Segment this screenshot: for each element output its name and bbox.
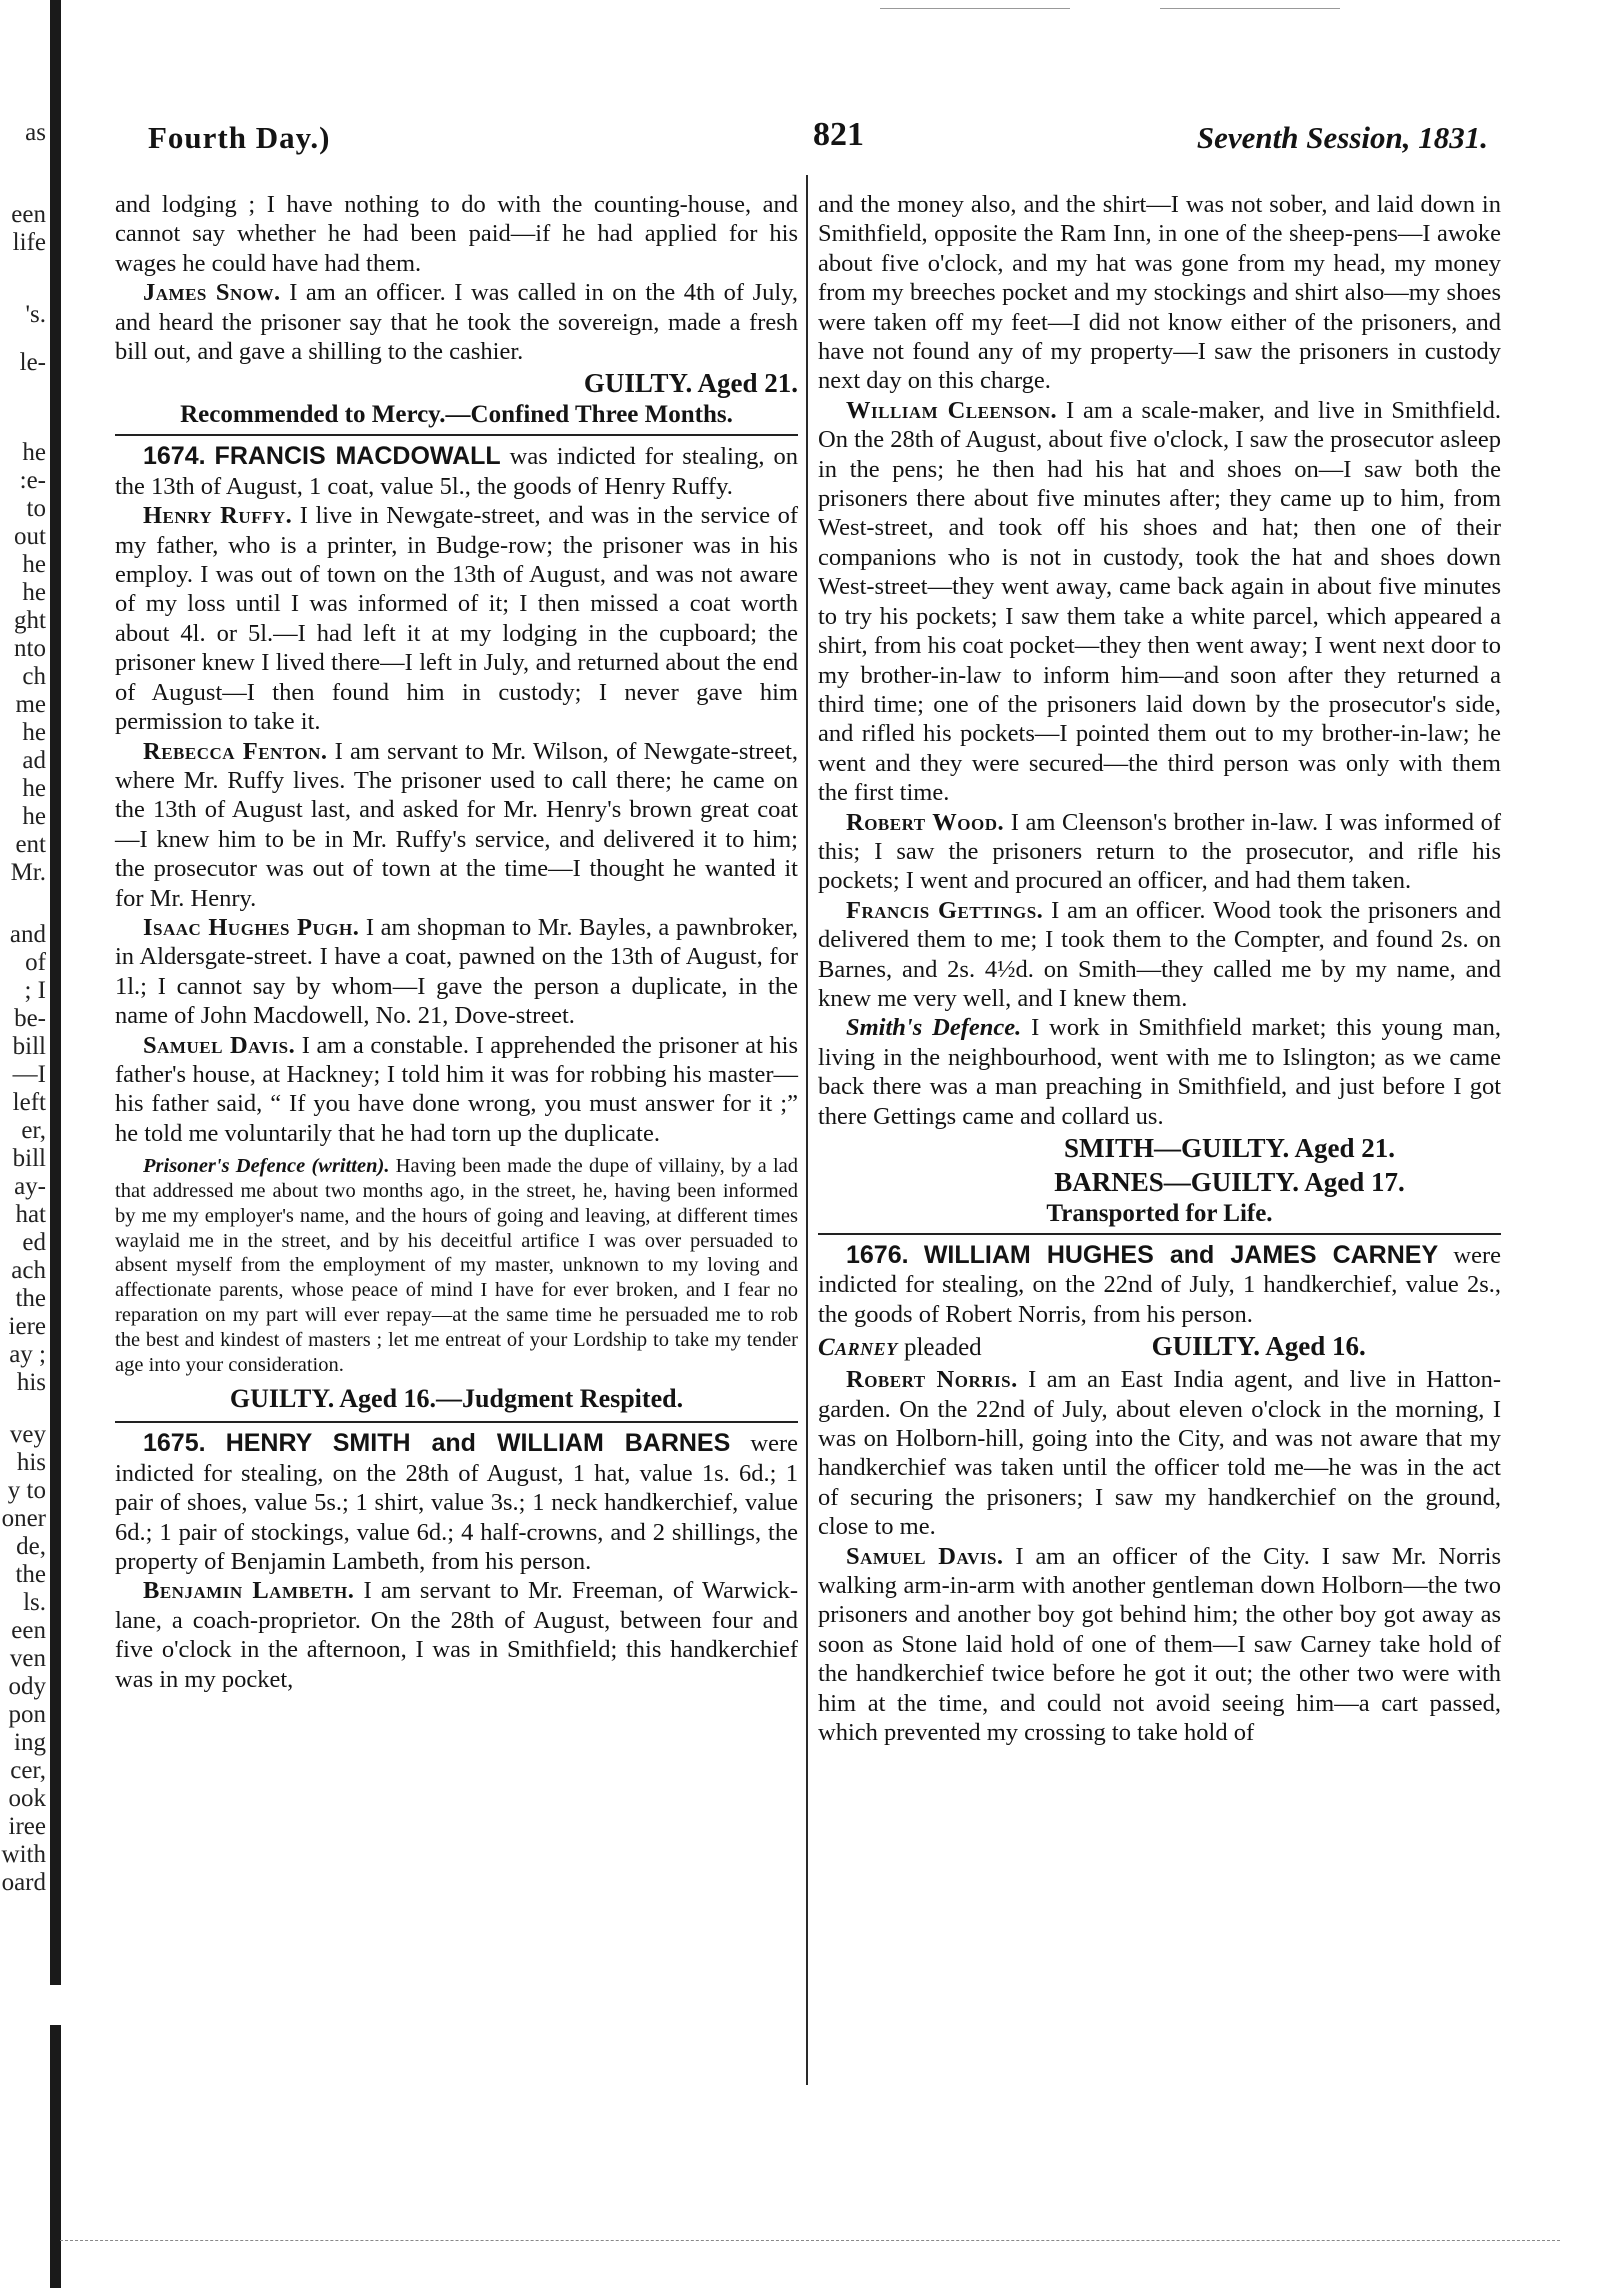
defendant-plea-name: Carney — [818, 1334, 898, 1362]
witness-name: Rebecca Fenton. — [143, 737, 328, 765]
testimony — [115, 278, 798, 366]
margin-fragment: left — [12, 1089, 46, 1116]
defendant-name: WILLIAM HUGHES and JAMES CARNEY — [923, 1241, 1439, 1269]
binding-spine-gap — [50, 1985, 61, 2025]
margin-fragment: ook — [8, 1785, 46, 1812]
margin-fragment: iree — [8, 1813, 46, 1840]
page-bottom-edge — [60, 2240, 1560, 2241]
testimony — [818, 1542, 1501, 1748]
margin-fragment: of — [25, 949, 46, 976]
column-divider — [806, 175, 808, 2085]
margin-fragment: he — [22, 775, 46, 802]
margin-fragment: de, — [16, 1533, 46, 1560]
testimony-text: I am an officer of the City. I saw Mr. Norris walking arm-in-arm with another gentleman down Holborn—the two prisoners and another boy got behind him; the other boy got away as soon as Stone laid hold of one of them—I saw Carney take hold of the handkerchief twice before he got it out; the other two were with him at the time, and could not avoid seeing him—a cart passed, which prevented my crossing to take hold of — [818, 1542, 1501, 1747]
witness-name: Samuel Davis. — [846, 1542, 1004, 1570]
testimony-text: I am servant to Mr. Wilson, of Newgate-street, where Mr. Ruffy lives. The prisoner used to call there; he came on the 13th of August last, and asked for Mr. Henry's brown great coat—I knew him to be in Mr. Ruffy's service, and delivered it to him; the prosecutor was out of town at the time—I thought he wanted it for Mr. Henry. — [115, 737, 798, 912]
testimony — [818, 808, 1501, 896]
verdict: GUILTY. Aged 16. — [1151, 1331, 1366, 1362]
margin-fragment: to — [26, 495, 46, 522]
testimony-text: I am a constable. I apprehended the prisoner at his father's house, at Hackney; I told him it was for robbing his master—his father said, “ If you have done wrong, you must answer for it ;” he told me voluntarily that he had torn up the duplicate. — [115, 1031, 798, 1147]
case-number: 1674. — [143, 442, 206, 471]
testimony — [115, 913, 798, 1031]
margin-fragment: iere — [8, 1313, 46, 1340]
witness-name: Henry Ruffy. — [143, 502, 293, 530]
margin-fragment: ay ; — [9, 1341, 46, 1368]
verdict: SMITH—GUILTY. Aged 21. — [1063, 1133, 1396, 1163]
testimony-text: I am an officer. Wood took the prisoners and delivered them to me; I took them to the Compter, and found 2s. on Barnes, and 2s. 4½d. on Smith—they called me by my name, and knew me very well, and I knew them. — [818, 896, 1501, 1012]
margin-fragment: ad — [22, 747, 46, 774]
paragraph: and lodging ; I have nothing to do with the counting-house, and cannot say whether he had been paid—if he had applied for his wages he could have had them. — [115, 191, 798, 277]
verdict: GUILTY. Aged 16.—Judgment Respited. — [229, 1384, 684, 1414]
indictment-text: were indicted for stealing, on the 28th of August, 1 hat, value 1s. 6d.; 1 pair of shoes, value 5s.; 1 shirt, value 3s.; 1 neck handkerchief, value 6d.; 1 pair of stockings, value 6d.; 4 half-crowns, and 2 shillings, the property of Benjamin Lambeth, from his person. — [115, 1430, 799, 1575]
indictment-text: was indicted for stealing, on the 13th of August, 1 coat, value 5l., the goods of Henry Ruffy. — [115, 443, 798, 500]
case-number: 1675. — [143, 1429, 206, 1458]
prisoner-defence — [818, 1013, 1501, 1131]
case-heading — [818, 1241, 1501, 1329]
margin-fragment: me — [15, 691, 46, 718]
margin-fragment: he — [22, 551, 46, 578]
margin-fragment: bill — [12, 1145, 46, 1172]
margin-fragment: 's. — [25, 301, 46, 328]
defendant-name: FRANCIS MACDOWALL — [214, 442, 501, 471]
margin-fragment: ay- — [14, 1173, 46, 1200]
margin-fragment: le- — [19, 349, 46, 376]
top-rule-a — [880, 8, 1070, 9]
margin-fragment: ed — [22, 1229, 46, 1256]
witness-name: Robert Norris. — [846, 1366, 1018, 1394]
witness-name: Isaac Hughes Pugh. — [143, 913, 360, 941]
testimony — [115, 1576, 798, 1694]
margin-fragment: Mr. — [10, 859, 46, 886]
testimony — [818, 396, 1501, 808]
defence-written: (written). — [311, 1155, 390, 1178]
defendant-name: HENRY SMITH and WILLIAM BARNES — [225, 1429, 731, 1458]
testimony-text: I am a scale-maker, and live in Smithfield. On the 28th of August, about five o'clock, I saw the prosecutor asleep in the pens; he then had his hat and shoes on—I saw both the prisoners there about five minutes after; they came up to him, from West-street, and took off his shoes and hat; then one of their companions who is not in custody, took the hat and shoes down West-street—they went away, came back again in about five minutes to try his pockets; I saw them take a white parcel, which appeared a shirt, from his coat pocket—they then went away; I went next door to my brother-in-law to inform him—and soon after they returned a third time; one of the prisoners laid down by the prosecutor's side, and rifled his pockets—I pointed them out to my brother-in-law; he went and they were secured—the third person was only with them the first time. — [818, 396, 1501, 807]
margin-fragment: ing — [14, 1729, 46, 1756]
verdict: BARNES—GUILTY. Aged 17. — [1054, 1167, 1405, 1197]
margin-fragment: out — [14, 523, 46, 550]
case-heading — [115, 442, 798, 501]
binding-spine — [50, 0, 61, 2288]
margin-fragment: oard — [1, 1869, 46, 1896]
testimony — [115, 501, 798, 736]
margin-fragment: nto — [14, 635, 46, 662]
margin-fragment: ght — [14, 607, 46, 634]
page-number: 821 — [813, 116, 864, 153]
witness-name: Robert Wood. — [846, 808, 1005, 836]
running-head-left: Fourth Day.) — [148, 120, 331, 155]
sentence: Transported for Life. — [1046, 1200, 1273, 1227]
witness-name: James Snow. — [143, 279, 281, 307]
margin-fragment: —I — [12, 1061, 46, 1088]
margin-fragment: cer, — [10, 1757, 46, 1784]
defence-text: I work in Smithfield market; this young man, living in the neighbourhood, went with me to Islington; as we came back there was a man preaching in Smithfield, and just before I got there Gettings came and collard us. — [818, 1014, 1501, 1130]
testimony — [818, 1365, 1501, 1541]
testimony-text: I am servant to Mr. Freeman, of Warwick-lane, a coach-proprietor. On the 28th of August, between four and five o'clock in the afternoon, I was in Smithfield; this handkerchief was in my pocket, — [115, 1577, 798, 1693]
margin-fragment: be- — [14, 1005, 46, 1032]
margin-fragment: his — [16, 1369, 46, 1396]
witness-name: Francis Gettings. — [846, 896, 1044, 924]
paragraph: and the money also, and the shirt—I was not sober, and laid down in Smithfield, opposite the Ram Inn, in one of the sheep-pens—I awoke about five o'clock, and my hat was gone from my head, my money from my breeches pocket and my stockings and shirt also—my shoes were taken off my feet—I did not know either of the prisoners, and have not found any of my property—I saw the prisoners in custody next day on this charge. — [818, 191, 1501, 395]
left-margin-fragments — [0, 0, 50, 2288]
plea-text: pleaded — [897, 1334, 982, 1362]
margin-fragment: pon — [8, 1701, 46, 1728]
section-rule — [115, 434, 798, 436]
defence-label: Prisoner's Defence — [143, 1155, 306, 1178]
margin-fragment: ach — [11, 1257, 46, 1284]
margin-fragment: the — [15, 1561, 46, 1588]
margin-fragment: ent — [15, 831, 46, 858]
margin-fragment: ls. — [23, 1589, 46, 1616]
prisoner-defence — [115, 1154, 798, 1377]
defence-label: Smith's Defence. — [846, 1014, 1022, 1042]
margin-fragment: as — [25, 119, 46, 146]
witness-name: William Cleenson. — [846, 396, 1058, 424]
margin-fragment: ; I — [24, 977, 46, 1004]
margin-fragment: hat — [15, 1201, 46, 1228]
witness-name: Benjamin Lambeth. — [143, 1577, 355, 1605]
margin-fragment: ch — [22, 663, 46, 690]
margin-fragment: the — [15, 1285, 46, 1312]
margin-fragment: er, — [21, 1117, 46, 1144]
margin-fragment: y to — [7, 1477, 46, 1504]
margin-fragment: life — [12, 229, 46, 256]
margin-fragment: with — [1, 1841, 46, 1868]
section-rule — [115, 1421, 798, 1423]
testimony-text: I am an East India agent, and live in Hatton-garden. On the 22nd of July, about eleven o'clock in the morning, I was on Holborn-hill, going into the City, and was not aware that my handkerchief was taken until the officer told me—he was in the act of securing the prisoners; I saw my handkerchief on the ground, close to me. — [818, 1366, 1501, 1541]
margin-fragment: een — [11, 201, 46, 228]
right-column — [818, 190, 1501, 1748]
section-rule — [818, 1233, 1501, 1235]
testimony-text: I live in Newgate-street, and was in the service of my father, who is a printer, in Budge-row; the prisoner was in his employ. I was out of town on the 13th of August, and was not aware of my loss until I was informed of it; I then missed a coat worth about 4l. or 5l.—I had left it at my lodging in the cupboard; the prisoner knew I lived there—I left in July, and returned about the end of August—I then found him in custody; I never gave him permission to take it. — [115, 502, 798, 736]
case-heading — [115, 1429, 798, 1576]
margin-fragment: he — [22, 579, 46, 606]
margin-fragment: :e- — [19, 467, 46, 494]
verdict: GUILTY. Aged 21. — [583, 368, 798, 399]
case-number: 1676. — [846, 1241, 909, 1269]
margin-fragment: bill — [12, 1033, 46, 1060]
margin-fragment: ody — [8, 1673, 46, 1700]
sentence: Recommended to Mercy.—Confined Three Months. — [180, 401, 733, 429]
testimony — [115, 1031, 798, 1149]
witness-name: Samuel Davis. — [143, 1031, 296, 1059]
margin-fragment: his — [16, 1449, 46, 1476]
margin-fragment: he — [22, 719, 46, 746]
page-header — [148, 116, 1488, 162]
testimony-text: I am an officer. I was called in on the 4th of July, and heard the prisoner say that he took the sovereign, made a fresh bill out, and gave a shilling to the cashier. — [115, 279, 798, 366]
margin-fragment: ven — [9, 1645, 46, 1672]
margin-fragment: een — [11, 1617, 46, 1644]
testimony — [818, 896, 1501, 1014]
margin-fragment: he — [22, 803, 46, 830]
indictment-text: were indicted for stealing, on the 22nd of July, 1 handkerchief, value 2s., the goods of Robert Norris, from his person. — [818, 1242, 1502, 1328]
testimony — [115, 737, 798, 913]
left-column — [115, 190, 798, 1694]
defence-text: Having been made the dupe of villainy, by a lad that addressed me about two months ago, in the street, he, having been informed by me my employer's name, and the hours of going and leaving, at different times waylaid me in the street, and by his deceitful artifice I was over persuaded to absent myself from the employment of my master, unknown to my loving and affectionate parents, whose peace of mind I have for ever broken, and I fear no reparation on my part will ever repay—at the same time he persuaded me to rob the best and kindest of masters ; let me entreat of your Lordship to take my tender age into your consideration. — [115, 1155, 799, 1376]
margin-fragment: vey — [9, 1421, 46, 1448]
plea — [818, 1329, 1501, 1365]
testimony-text: I am shopman to Mr. Bayles, a pawnbroker, in Aldersgate-street. I have a coat, pawned on the 13th of August, for 1l.; I cannot say by whom—I gave the person a duplicate, in the name of John Macdowell, No. 21, Dove-street. — [115, 913, 798, 1030]
running-head-right: Seventh Session, 1831. — [1196, 120, 1488, 155]
verdict-block — [958, 1131, 1501, 1199]
margin-fragment: he — [22, 439, 46, 466]
top-rule-b — [1160, 8, 1340, 9]
margin-fragment: and — [9, 921, 46, 948]
testimony-text: I am Cleenson's brother in-law. I was informed of this; I saw the prisoners return to the prosecutor, and rifle his pockets; I went and procured an officer, and had them taken. — [818, 808, 1501, 895]
margin-fragment: oner — [1, 1505, 46, 1532]
